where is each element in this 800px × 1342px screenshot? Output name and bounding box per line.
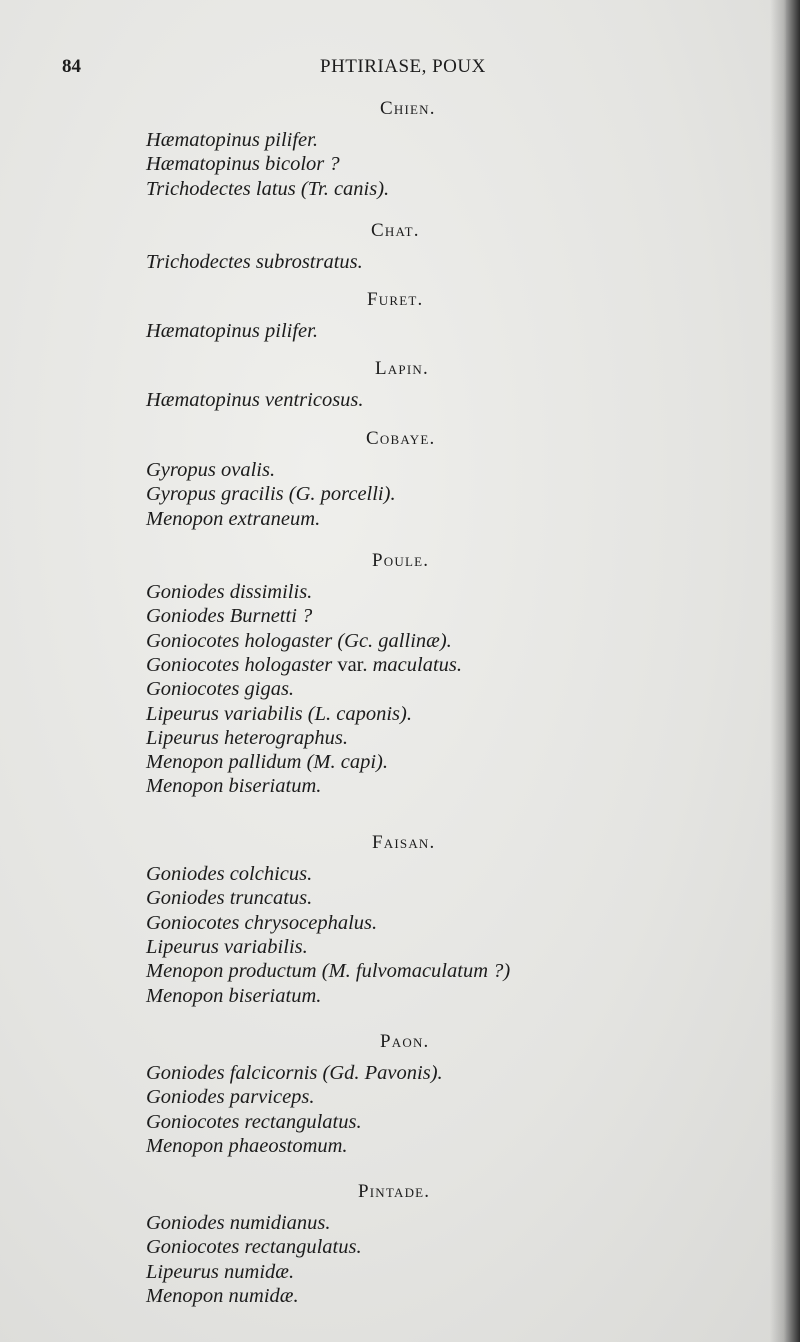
synonym-note: maculatus. <box>372 653 463 676</box>
species-entry <box>146 1112 362 1133</box>
synonym-note: (Gc. gallinæ). <box>337 629 452 652</box>
species-entry <box>146 888 312 909</box>
species-entry <box>146 582 312 603</box>
species-name: Goniocotes rectangulatus. <box>146 1110 362 1133</box>
species-name: Goniocotes chrysocephalus. <box>146 911 378 934</box>
species-name: Lipeurus variabilis. <box>146 935 308 958</box>
species-name: Menopon productum <box>146 960 317 983</box>
species-name: Menopon numidæ. <box>146 1284 299 1307</box>
page-number: 84 <box>62 56 81 77</box>
synonym-note: (Gd. Pavonis). <box>322 1062 443 1084</box>
species-entry <box>146 1063 443 1084</box>
species-name: Hæmatopinus pilifer. <box>146 129 318 151</box>
species-entry <box>146 679 294 700</box>
species-name: Goniocotes rectangulatus. <box>146 1236 362 1259</box>
species-entry <box>146 655 462 676</box>
variety-marker: var. <box>337 653 368 676</box>
species-name: Menopon biseriatum. <box>146 984 322 1007</box>
species-entry <box>146 961 510 982</box>
species-entry <box>146 631 452 652</box>
species-name: Hæmatopinus bicolor ? <box>146 153 340 176</box>
section-heading: Cobaye. <box>366 428 436 449</box>
synonym-note: (G. porcelli). <box>288 483 396 506</box>
synonym-note: (M. capi). <box>306 751 388 774</box>
species-entry <box>146 704 412 725</box>
species-entry <box>146 252 363 273</box>
synonym-note: (M. fulvomaculatum ?) <box>321 960 511 983</box>
section-heading: Lapin. <box>375 358 429 379</box>
species-entry <box>146 179 389 200</box>
species-entry <box>146 460 275 481</box>
species-entry <box>146 154 340 175</box>
running-title: PHTIRIASE, POUX <box>320 56 486 77</box>
species-entry <box>146 1136 348 1157</box>
species-name: Menopon extraneum. <box>146 507 321 530</box>
species-name: Menopon phaeostomum. <box>146 1134 348 1157</box>
section-heading: Chat. <box>371 220 420 241</box>
species-entry <box>146 130 318 151</box>
species-name: Goniocotes hologaster <box>146 629 333 652</box>
species-entry <box>146 606 312 627</box>
species-entry <box>146 752 388 773</box>
section-heading: Furet. <box>367 289 424 310</box>
species-name: Goniodes parviceps. <box>146 1086 315 1109</box>
species-name: Trichodectes subrostratus. <box>146 251 363 273</box>
species-name: Gyropus ovalis. <box>146 459 276 481</box>
species-name: Goniocotes hologaster <box>146 653 333 676</box>
species-entry <box>146 390 364 411</box>
species-name: Lipeurus numidæ. <box>146 1260 295 1283</box>
synonym-note: (L. caponis). <box>307 702 412 725</box>
species-name: Goniodes dissimilis. <box>146 581 313 603</box>
species-name: Lipeurus heterographus. <box>146 726 348 749</box>
species-name: Hæmatopinus ventricosus. <box>146 389 364 411</box>
species-entry <box>146 937 308 958</box>
species-name: Trichodectes latus <box>146 177 296 200</box>
species-name: Lipeurus variabilis <box>146 702 303 725</box>
species-name: Menopon pallidum <box>146 751 302 774</box>
species-entry <box>146 509 320 530</box>
species-entry <box>146 864 312 885</box>
species-entry <box>146 986 321 1007</box>
species-entry <box>146 913 377 934</box>
species-entry <box>146 484 396 505</box>
species-entry <box>146 1213 331 1234</box>
synonym-note: (Tr. canis). <box>300 177 390 200</box>
species-entry <box>146 1087 315 1108</box>
species-entry <box>146 1286 299 1307</box>
species-entry <box>146 1237 362 1258</box>
section-heading: Faisan. <box>372 832 436 853</box>
section-heading: Chien. <box>380 98 436 119</box>
species-name: Goniocotes gigas. <box>146 678 295 701</box>
section-heading: Paon. <box>380 1031 430 1052</box>
species-name: Gyropus gracilis <box>146 483 284 506</box>
species-name: Goniodes truncatus. <box>146 887 313 910</box>
section-heading: Pintade. <box>358 1181 431 1202</box>
species-entry <box>146 728 348 749</box>
species-name: Menopon biseriatum. <box>146 775 322 798</box>
species-name: Goniodes numidianus. <box>146 1212 331 1234</box>
species-name: Goniodes falcicornis <box>146 1062 318 1084</box>
species-name: Goniodes Burnetti ? <box>146 605 313 628</box>
section-heading: Poule. <box>372 550 430 571</box>
species-entry <box>146 321 318 342</box>
species-entry <box>146 776 321 797</box>
species-name: Hæmatopinus pilifer. <box>146 320 318 342</box>
species-name: Goniodes colchicus. <box>146 863 313 885</box>
species-entry <box>146 1262 294 1283</box>
